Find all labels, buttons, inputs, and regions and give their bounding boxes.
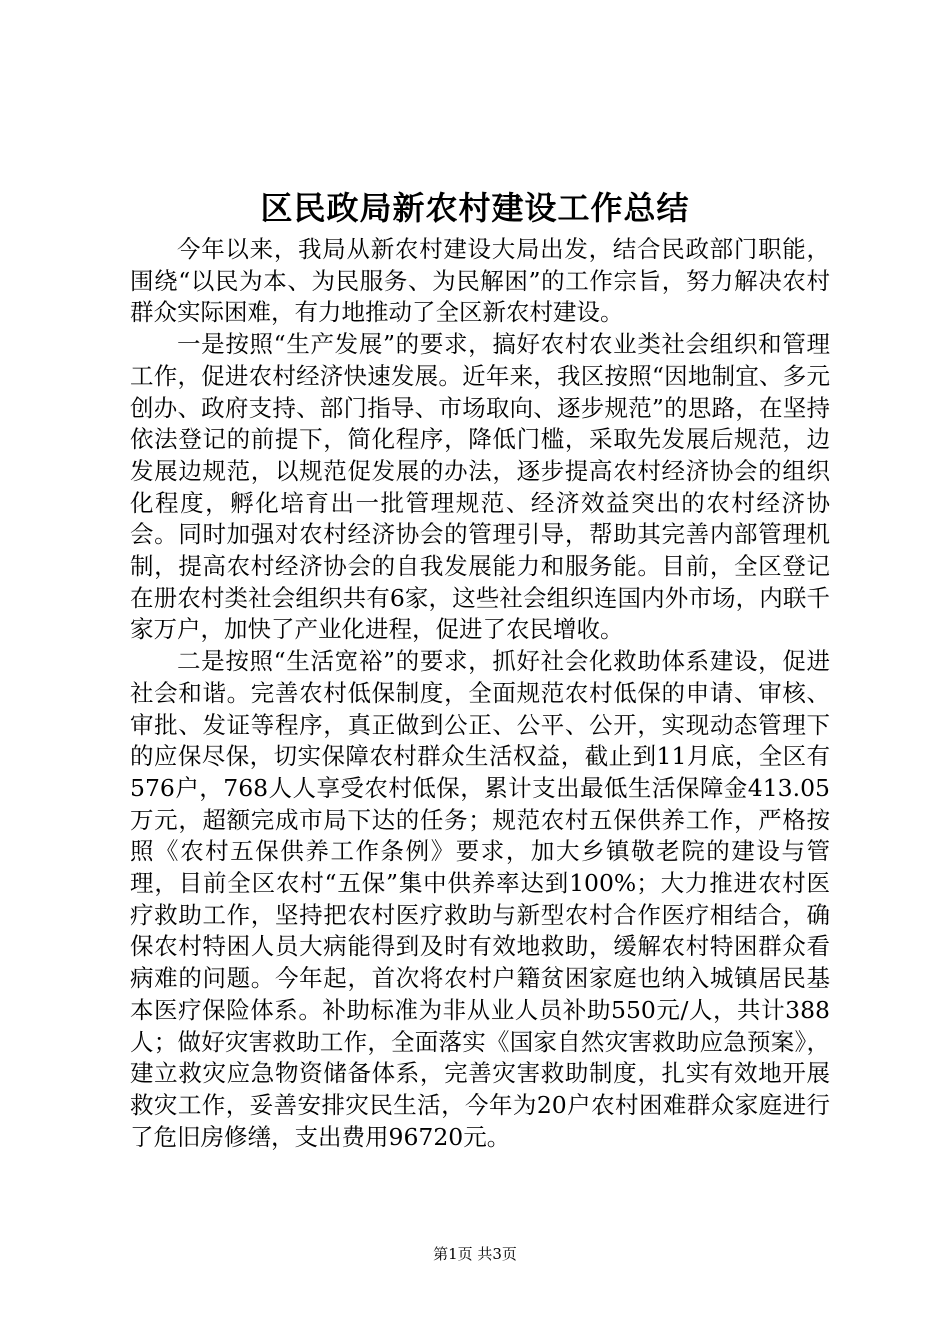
paragraph-living-standards: 二是按照“生活宽裕”的要求，抓好社会化救助体系建设，促进社会和谐。完善农村低保制度，全面规范农村低保的申请、审核、审批、发证等程序，真正做到公正、公平、公开，实现动态管理下的应保尽保，切实保障农村群众生活权益，截止到11月底，全区有576户，768人人享受农村低保，累计支出最低生活保障金413.05万元，超额完成市局下达的任务；规范农村五保供养工作，严格按照《农村五保供养工作条例》要求，加大乡镇敬老院的建设与管理，目前全区农村“五保”集中供养率达到100%；大力推进农村医疗救助工作，坚持把农村医疗救助与新型农村合作医疗相结合，确保农村特困人员大病能得到及时有效地救助，缓解农村特困群众看病难的问题。今年起，首次将农村户籍贫困家庭也纳入城镇居民基本医疗保险体系。补助标准为非从业人员补助550元/人，共计388人；做好灾害救助工作，全面落实《国家自然灾害救助应急预案》，建立救灾应急物资储备体系，完善灾害救助制度，扎实有效地开展救灾工作，妥善安排灾民生活，今年为20户农村困难群众家庭进行了危旧房修缮，支出费用96720元。 — [130, 647, 830, 1151]
page-title: 区民政局新农村建设工作总结 — [260, 189, 690, 227]
paragraph-intro: 今年以来，我局从新农村建设大局出发，结合民政部门职能，围绕“以民为本、为民服务、为民解困”的工作宗旨，努力解决农村群众实际困难，有力地推动了全区新农村建设。 — [130, 235, 830, 327]
document-body — [130, 234, 830, 1153]
page-number-footer: 第1页 共3页 — [433, 1245, 517, 1263]
paragraph-production-development: 一是按照“生产发展”的要求，搞好农村农业类社会组织和管理工作，促进农村经济快速发展。近年来，我区按照“因地制宜、多元创办、政府支持、部门指导、市场取向、逐步规范”的思路，在坚持依法登记的前提下，简化程序，降低门槛，采取先发展后规范，边发展边规范，以规范促发展的办法，逐步提高农村经济协会的组织化程度，孵化培育出一批管理规范、经济效益突出的农村经济协会。同时加强对农村经济协会的管理引导，帮助其完善内部管理机制，提高农村经济协会的自我发展能力和服务能。目前，全区登记在册农村类社会组织共有6家，这些社会组织连国内外市场，内联千家万户，加快了产业化进程，促进了农民增收。 — [130, 330, 830, 644]
